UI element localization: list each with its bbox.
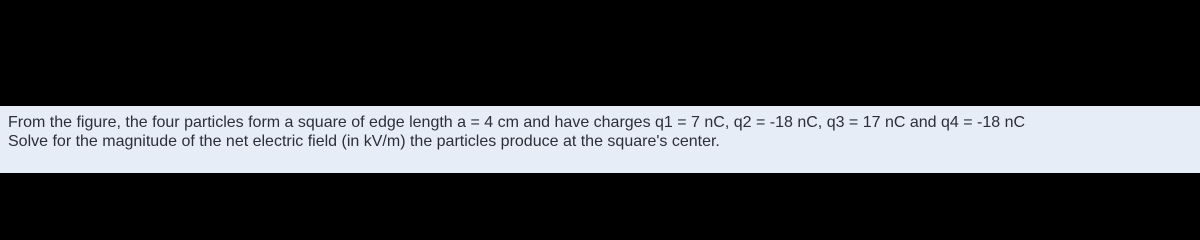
black-region <box>0 0 1200 106</box>
problem-line-2: Solve for the magnitude of the net electric field (in kV/m) the particles produce at the square's center. <box>8 133 720 150</box>
question-strip <box>0 106 1200 173</box>
problem-line-1: From the figure, the four particles form a square of edge length a = 4 cm and have charges q1 = 7 nC, q2 = -18 nC, q3 = 17 nC and q4 = -18 nC <box>8 114 1026 131</box>
problem-text <box>8 113 1196 151</box>
